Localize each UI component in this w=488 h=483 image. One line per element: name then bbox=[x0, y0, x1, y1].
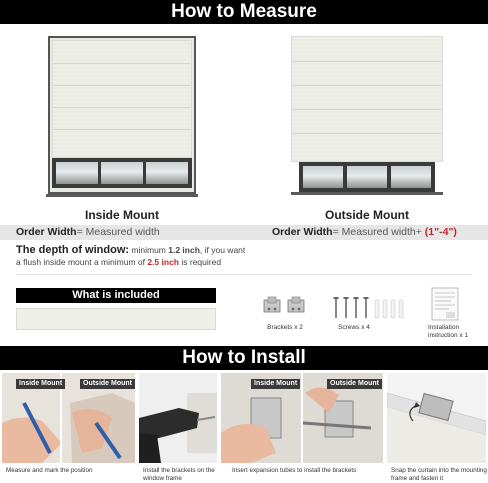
inside-mount-title: Inside Mount bbox=[85, 208, 159, 222]
screws-caption: Screws x 4 bbox=[338, 324, 370, 331]
install-step-3-image bbox=[221, 373, 383, 463]
included-shade-image bbox=[16, 308, 216, 330]
depth-flush-value: 2.5 inch bbox=[147, 257, 179, 267]
depth-text: minimum bbox=[129, 245, 169, 255]
depth-text: , if you want bbox=[199, 245, 246, 255]
order-width-label: Order Width bbox=[16, 226, 77, 238]
order-width-range: (1"-4") bbox=[424, 226, 457, 238]
instruction-caption: Installation instruction x 1 bbox=[428, 324, 469, 339]
section-divider bbox=[16, 274, 472, 275]
roman-shade bbox=[291, 36, 443, 162]
depth-text: is required bbox=[179, 257, 222, 267]
brackets-icon bbox=[262, 296, 308, 318]
install-step-4-image bbox=[387, 373, 486, 463]
install-step-1-image bbox=[2, 373, 135, 463]
install-banner: How to Install bbox=[0, 346, 488, 370]
order-width-label: Order Width bbox=[272, 226, 333, 238]
depth-min-value: 1.2 inch bbox=[168, 245, 200, 255]
instruction-sheet-icon bbox=[431, 287, 459, 321]
inside-mount-illustration bbox=[46, 36, 198, 201]
step-tag: Inside Mount bbox=[251, 379, 300, 389]
install-step-2-caption: Install the brackets on the window frame bbox=[143, 467, 215, 482]
step-tag: Outside Mount bbox=[327, 379, 382, 389]
install-step-4-caption: Snap the curtain into the mounting frame and fasten it bbox=[391, 467, 487, 482]
roman-shade bbox=[52, 40, 192, 158]
outside-order-width bbox=[272, 225, 457, 240]
screws-icon bbox=[332, 296, 406, 320]
outside-mount-title: Outside Mount bbox=[325, 208, 409, 222]
inside-order-width bbox=[16, 225, 160, 240]
step-tag: Outside Mount bbox=[80, 379, 135, 389]
brackets-caption: Brackets x 2 bbox=[267, 324, 303, 331]
step-tag: Inside Mount bbox=[16, 379, 65, 389]
measure-banner: How to Measure bbox=[0, 0, 488, 24]
depth-text: a flush inside mount a minimum of bbox=[16, 257, 148, 267]
depth-line-1 bbox=[16, 244, 245, 256]
outside-mount-illustration bbox=[291, 36, 443, 201]
depth-label: The depth of window: bbox=[16, 244, 130, 256]
install-step-3-caption: Insert expansion tubes to install the brackets bbox=[232, 467, 357, 474]
install-step-2-image bbox=[139, 373, 217, 463]
install-step-1-caption: Measure and mark the position bbox=[6, 467, 93, 474]
depth-line-2 bbox=[16, 257, 221, 267]
order-width-formula: = Measured width bbox=[76, 226, 160, 238]
what-is-included-title: What is included bbox=[16, 288, 216, 303]
order-width-formula: = Measured width+ bbox=[332, 226, 425, 238]
